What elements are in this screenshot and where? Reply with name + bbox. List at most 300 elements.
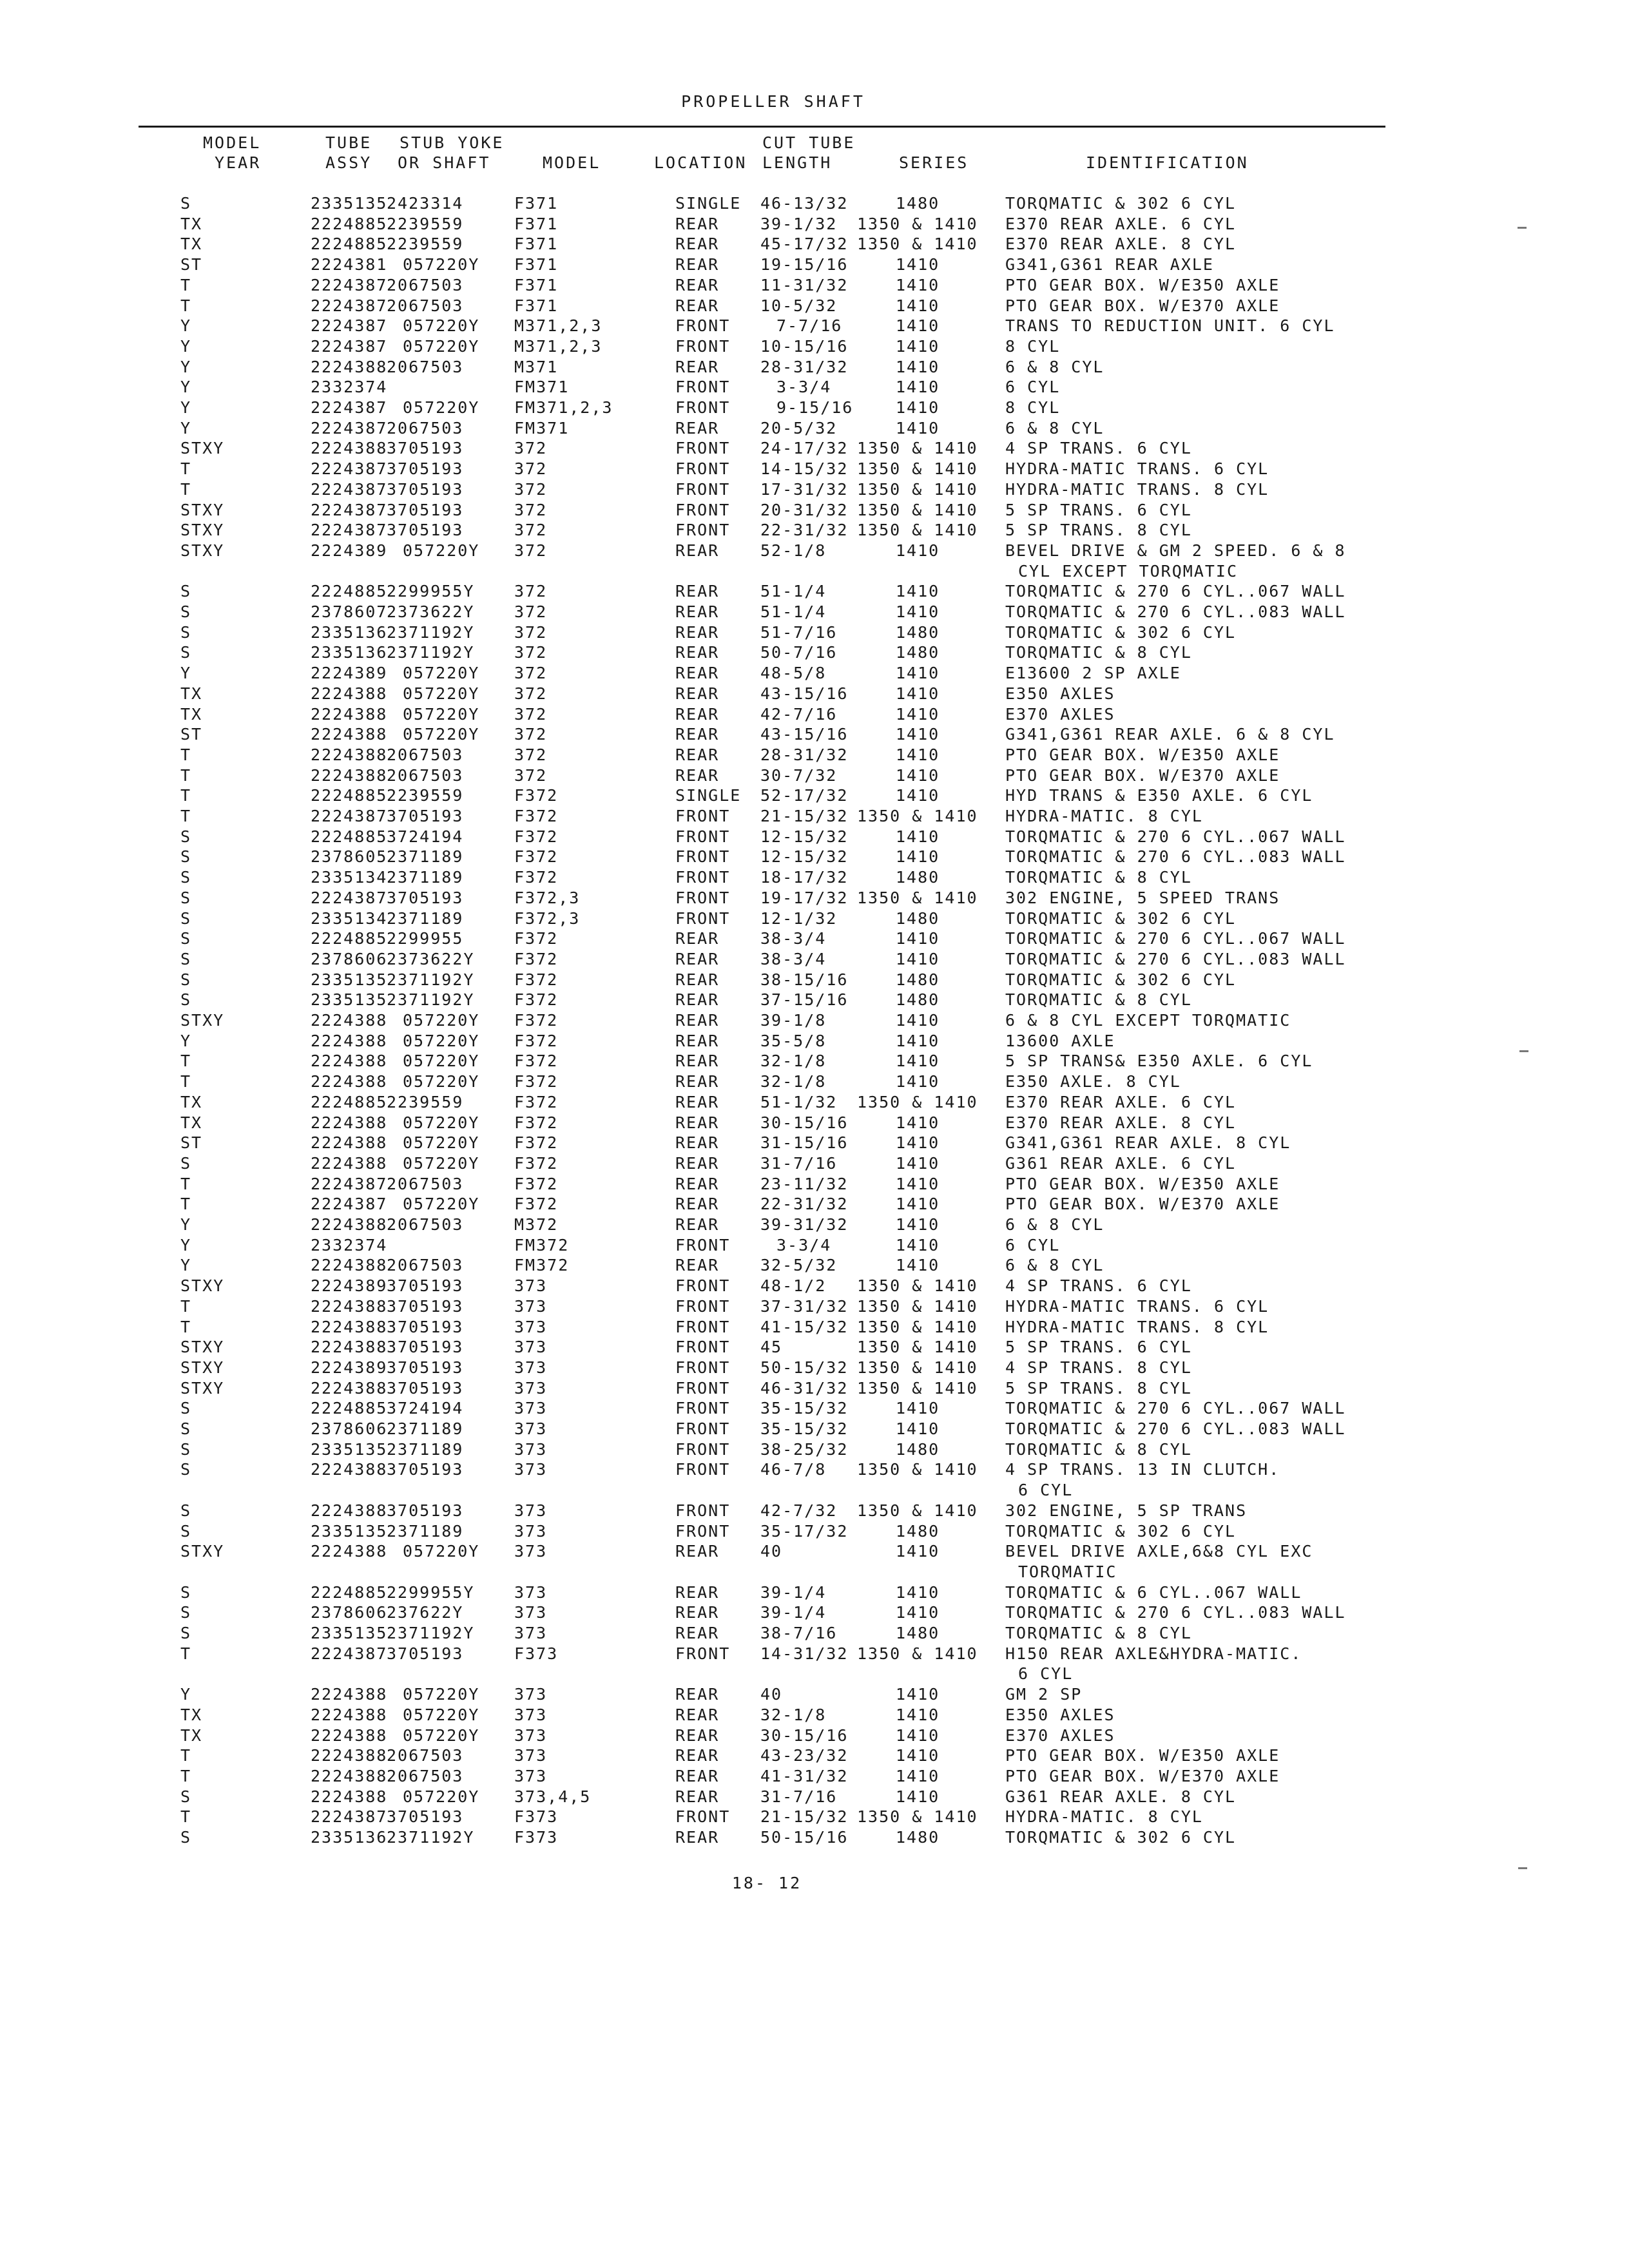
cell-model: 372 (514, 643, 548, 662)
table-row (0, 1133, 1629, 1153)
cell-identification: HYDRA-MATIC TRANS. 8 CYL (1005, 1318, 1269, 1336)
cell-location: FRONT (675, 378, 731, 396)
cell-cut-length: 14-31/32 (760, 1644, 849, 1663)
cell-model: 373 (514, 1379, 548, 1398)
cell-cut-length: 30-7/32 (760, 766, 838, 785)
cell-identification: TORQMATIC & 302 6 CYL (1005, 1522, 1237, 1541)
cell-cut-length: 9-15/16 (776, 398, 854, 417)
cell-series: 1410 (896, 1419, 940, 1438)
cell-series: 1410 (896, 1215, 940, 1234)
cell-cut-length: 17-31/32 (760, 480, 849, 499)
cell-series: 1410 (896, 1767, 940, 1785)
cell-model-year: T (180, 1746, 192, 1765)
cell-identification: 6 & 8 CYL (1005, 358, 1104, 376)
cell-model: 372 (514, 766, 548, 785)
cell-model: F371 (514, 276, 559, 294)
cell-location: REAR (675, 1706, 720, 1724)
cell-model: 373 (514, 1726, 548, 1745)
table-row (0, 1684, 1629, 1704)
cell-model: F372 (514, 827, 559, 846)
cell-stub-yoke: 2239559 (387, 786, 464, 805)
cell-location: FRONT (675, 439, 731, 457)
cell-series: 1350 & 1410 (857, 501, 978, 519)
cell-model-year: S (180, 1399, 192, 1418)
cell-series: 1410 (896, 1113, 940, 1132)
cell-cut-length: 38-25/32 (760, 1440, 849, 1459)
table-row (0, 377, 1629, 397)
cell-cut-length: 21-15/32 (760, 1807, 849, 1826)
cell-model: 372 (514, 745, 548, 764)
cell-stub-yoke: 2371192Y (387, 990, 475, 1009)
cell-cut-length: 46-7/8 (760, 1460, 827, 1479)
cell-cut-length: 43-15/16 (760, 684, 849, 703)
cell-model-year: S (180, 909, 192, 928)
cell-stub-yoke: 2067503 (387, 296, 464, 315)
cell-cut-length: 28-31/32 (760, 745, 849, 764)
cell-model-year: S (180, 889, 192, 907)
cell-tube-assy: 2335135 (311, 1624, 388, 1642)
cell-series: 1350 & 1410 (857, 1297, 978, 1316)
cell-identification: 6 CYL (1005, 378, 1061, 396)
cell-model: F372 (514, 868, 559, 887)
cell-cut-length: 48-1/2 (760, 1276, 827, 1295)
cell-model: F372 (514, 970, 559, 989)
cell-stub-yoke: 2239559 (387, 215, 464, 233)
header-identification: IDENTIFICATION (1086, 153, 1249, 172)
table-row (0, 1419, 1629, 1439)
cell-model-year: T (180, 1644, 192, 1663)
cell-model-year: S (180, 929, 192, 948)
cell-stub-yoke: 3705193 (387, 1318, 464, 1336)
cell-cut-length: 46-13/32 (760, 194, 849, 213)
table-row (0, 1459, 1629, 1479)
cell-model-year: STXY (180, 521, 225, 539)
cell-tube-assy: 2224388 (311, 766, 388, 785)
cell-stub-yoke: 2067503 (387, 1256, 464, 1274)
cell-model: F371 (514, 194, 559, 213)
cell-cut-length: 39-31/32 (760, 1215, 849, 1234)
cell-identification: PTO GEAR BOX. W/E370 AXLE (1005, 1195, 1280, 1213)
cell-cut-length: 32-1/8 (760, 1052, 827, 1070)
table-row (0, 398, 1629, 418)
cell-series: 1410 (896, 337, 940, 356)
cell-model-year: STXY (180, 1011, 225, 1030)
cell-location: REAR (675, 1583, 720, 1602)
cell-model: 373 (514, 1440, 548, 1459)
cell-model-year: TX (180, 705, 203, 724)
cell-tube-assy: 2224388 (311, 1338, 388, 1356)
cell-tube-assy: 2224885 (311, 786, 388, 805)
cell-cut-length: 21-15/32 (760, 807, 849, 825)
cell-model-year: Y (180, 316, 192, 335)
cell-model-year: S (180, 1440, 192, 1459)
cell-location: REAR (675, 1256, 720, 1274)
cell-location: REAR (675, 1685, 720, 1704)
table-row (0, 827, 1629, 847)
cell-tube-assy: 2378607 (311, 602, 388, 621)
cell-location: FRONT (675, 1644, 731, 1663)
cell-location: FRONT (675, 1807, 731, 1826)
cell-model-year: S (180, 1583, 192, 1602)
table-row (0, 541, 1629, 561)
cell-cut-length: 52-1/8 (760, 541, 827, 560)
cell-model: F371 (514, 235, 559, 253)
cell-cut-length: 50-15/16 (760, 1828, 849, 1847)
cell-stub-yoke: 2067503 (387, 1215, 464, 1234)
cell-identification: PTO GEAR BOX. W/E370 AXLE (1005, 296, 1280, 315)
cell-tube-assy: 2224388 (311, 1685, 388, 1704)
table-row (0, 1255, 1629, 1275)
table-row (0, 908, 1629, 928)
cell-location: FRONT (675, 1522, 731, 1541)
cell-stub-yoke: 2371189 (387, 909, 464, 928)
cell-series: 1410 (896, 602, 940, 621)
cell-series: 1410 (896, 1052, 940, 1070)
cell-series: 1410 (896, 1542, 940, 1561)
table-row (0, 970, 1629, 990)
cell-tube-assy: 2224387 (311, 337, 388, 356)
cell-model-year: S (180, 950, 192, 968)
cell-cut-length: 48-5/8 (760, 664, 827, 682)
cell-model-year: STXY (180, 1338, 225, 1356)
cell-identification: 6 & 8 CYL (1005, 1215, 1104, 1234)
cell-cut-length: 50-7/16 (760, 643, 838, 662)
cell-tube-assy: 2224387 (311, 296, 388, 315)
cell-cut-length: 10-15/16 (760, 337, 849, 356)
cell-model: M371 (514, 358, 559, 376)
header-location: LOCATION (654, 153, 747, 172)
cell-tube-assy: 2224387 (311, 521, 388, 539)
cell-tube-assy: 2224389 (311, 664, 388, 682)
cell-model: F371 (514, 215, 559, 233)
cell-tube-assy: 2224388 (311, 1072, 388, 1091)
cell-model-year: S (180, 827, 192, 846)
cell-model-year: S (180, 602, 192, 621)
cell-series: 1350 & 1410 (857, 1460, 978, 1479)
table-row (0, 704, 1629, 724)
cell-tube-assy: 2224885 (311, 1399, 388, 1418)
cell-stub-yoke: 057220Y (403, 1706, 480, 1724)
cell-stub-yoke: 2373622Y (387, 602, 475, 621)
cell-stub-yoke: 057220Y (403, 255, 480, 274)
cell-identification: PTO GEAR BOX. W/E350 AXLE (1005, 1746, 1280, 1765)
cell-series: 1350 & 1410 (857, 1807, 978, 1826)
cell-series: 1480 (896, 970, 940, 989)
table-row (0, 1358, 1629, 1378)
cell-cut-length: 42-7/16 (760, 705, 838, 724)
cell-location: REAR (675, 1032, 720, 1050)
cell-identification: TORQMATIC & 270 6 CYL..083 WALL (1005, 1603, 1346, 1622)
cell-tube-assy: 2224387 (311, 501, 388, 519)
cell-tube-assy: 2224885 (311, 215, 388, 233)
cell-stub-yoke: 3724194 (387, 1399, 464, 1418)
cell-series: 1410 (896, 664, 940, 682)
cell-identification: TORQMATIC & 302 6 CYL (1005, 909, 1237, 928)
cell-series: 1410 (896, 1175, 940, 1193)
cell-identification: HYDRA-MATIC. 8 CYL (1005, 807, 1203, 825)
table-row (0, 193, 1629, 213)
cell-series: 1350 & 1410 (857, 439, 978, 457)
cell-cut-length: 42-7/32 (760, 1501, 838, 1520)
cell-identification: E370 REAR AXLE. 6 CYL (1005, 1093, 1237, 1111)
cell-tube-assy: 2335135 (311, 1440, 388, 1459)
cell-model-year: S (180, 582, 192, 601)
table-row (0, 316, 1629, 336)
cell-model-year: STXY (180, 1276, 225, 1295)
cell-identification: H150 REAR AXLE&HYDRA-MATIC. (1005, 1644, 1302, 1663)
cell-identification: TRANS TO REDUCTION UNIT. 6 CYL (1005, 316, 1335, 335)
cell-tube-assy: 2224388 (311, 1726, 388, 1745)
cell-location: REAR (675, 1072, 720, 1091)
cell-identification: GM 2 SP (1005, 1685, 1083, 1704)
table-row (0, 1827, 1629, 1847)
cell-tube-assy: 2335134 (311, 909, 388, 928)
cell-stub-yoke: 3705193 (387, 1297, 464, 1316)
cell-model: 373 (514, 1338, 548, 1356)
cell-location: REAR (675, 725, 720, 744)
cell-series: 1350 & 1410 (857, 889, 978, 907)
cell-identification: HYD TRANS & E350 AXLE. 6 CYL (1005, 786, 1313, 805)
table-row (0, 1501, 1629, 1521)
cell-model-year: T (180, 459, 192, 478)
cell-model: F372 (514, 1032, 559, 1050)
table-row (0, 642, 1629, 662)
cell-series: 1480 (896, 868, 940, 887)
table-row (0, 1031, 1629, 1051)
cell-location: REAR (675, 1215, 720, 1234)
cell-tube-assy: 2224387 (311, 398, 388, 417)
cell-stub-yoke: 2067503 (387, 1746, 464, 1765)
cell-tube-assy: 2224387 (311, 1644, 388, 1663)
cell-stub-yoke: 2371189 (387, 1419, 464, 1438)
cell-model-year: TX (180, 1706, 203, 1724)
cell-model: F371 (514, 255, 559, 274)
cell-tube-assy: 2224388 (311, 1133, 388, 1152)
cell-model: 372 (514, 541, 548, 560)
cell-identification: E350 AXLES (1005, 684, 1115, 703)
cell-tube-assy: 2224387 (311, 480, 388, 499)
cell-stub-yoke: 057220Y (403, 725, 480, 744)
cell-location: FRONT (675, 1399, 731, 1418)
cell-location: REAR (675, 235, 720, 253)
cell-identification: TORQMATIC & 270 6 CYL..067 WALL (1005, 1399, 1346, 1418)
cell-location: REAR (675, 1767, 720, 1785)
cell-model-year: S (180, 1460, 192, 1479)
cell-stub-yoke: 2067503 (387, 358, 464, 376)
cell-model: F373 (514, 1807, 559, 1826)
cell-cut-length: 39-1/4 (760, 1583, 827, 1602)
cell-location: FRONT (675, 337, 731, 356)
cell-model-year: TX (180, 215, 203, 233)
cell-series: 1350 & 1410 (857, 1338, 978, 1356)
cell-identification: 13600 AXLE (1005, 1032, 1115, 1050)
cell-identification: G361 REAR AXLE. 6 CYL (1005, 1154, 1237, 1173)
cell-location: REAR (675, 1195, 720, 1213)
cell-stub-yoke: 2067503 (387, 419, 464, 437)
cell-model: 372 (514, 521, 548, 539)
cell-stub-yoke: 057220Y (403, 1133, 480, 1152)
table-row (0, 357, 1629, 377)
cell-series: 1410 (896, 929, 940, 948)
table-row (0, 1317, 1629, 1337)
cell-model-year: TX (180, 1093, 203, 1111)
cell-cut-length: 22-31/32 (760, 1195, 849, 1213)
cell-cut-length: 46-31/32 (760, 1379, 849, 1398)
table-row (0, 785, 1629, 805)
cell-model-year: Y (180, 664, 192, 682)
cell-model-year: S (180, 1154, 192, 1173)
cell-model: 373 (514, 1358, 548, 1377)
cell-cut-length: 38-15/16 (760, 970, 849, 989)
cell-model: F372 (514, 847, 559, 866)
cell-model: F372 (514, 929, 559, 948)
cell-stub-yoke: 2371192Y (387, 643, 475, 662)
cell-cut-length: 10-5/32 (760, 296, 838, 315)
cell-identification: TORQMATIC & 270 6 CYL..083 WALL (1005, 1419, 1346, 1438)
cell-cut-length: 12-15/32 (760, 827, 849, 846)
cell-location: REAR (675, 602, 720, 621)
header-stub-1: STUB YOKE (400, 133, 505, 152)
cell-tube-assy: 2224388 (311, 1787, 388, 1806)
cell-model: F372,3 (514, 909, 581, 928)
cell-model-year: T (180, 1767, 192, 1785)
cell-stub-yoke: 2371192Y (387, 1828, 475, 1847)
cell-model-year: S (180, 194, 192, 213)
table-row (0, 214, 1629, 234)
cell-tube-assy: 2224388 (311, 745, 388, 764)
cell-tube-assy: 2224381 (311, 255, 388, 274)
cell-cut-length: 37-15/16 (760, 990, 849, 1009)
cell-cut-length: 28-31/32 (760, 358, 849, 376)
cell-identification: TORQMATIC & 302 6 CYL (1005, 970, 1237, 989)
cell-series: 1480 (896, 990, 940, 1009)
cell-stub-yoke: 2373622Y (387, 950, 475, 968)
cell-model: 372 (514, 725, 548, 744)
cell-location: REAR (675, 296, 720, 315)
cell-model: 373 (514, 1583, 548, 1602)
cell-model-year: Y (180, 1256, 192, 1274)
table-row (0, 336, 1629, 356)
cell-model-year: ST (180, 255, 203, 274)
cell-model: M371,2,3 (514, 337, 602, 356)
cell-model: F372 (514, 950, 559, 968)
cell-model: F372,3 (514, 889, 581, 907)
cell-model: 373 (514, 1297, 548, 1316)
table-row (0, 1439, 1629, 1459)
cell-series: 1410 (896, 1072, 940, 1091)
cell-series: 1480 (896, 909, 940, 928)
cell-identification: E350 AXLES (1005, 1706, 1115, 1724)
cell-identification: TORQMATIC & 6 CYL..067 WALL (1005, 1583, 1302, 1602)
cell-tube-assy: 2335136 (311, 643, 388, 662)
cell-cut-length: 18-17/32 (760, 868, 849, 887)
cell-stub-yoke: 057220Y (403, 1011, 480, 1030)
cell-series: 1410 (896, 378, 940, 396)
cell-stub-yoke: 2371189 (387, 1522, 464, 1541)
cell-stub-yoke: 3705193 (387, 1501, 464, 1520)
table-row (0, 561, 1629, 581)
cell-series: 1410 (896, 419, 940, 437)
cell-location: REAR (675, 1624, 720, 1642)
cell-stub-yoke: 2371192Y (387, 623, 475, 642)
cell-model: FM372 (514, 1236, 570, 1254)
cell-tube-assy: 2332374 (311, 1236, 388, 1254)
cell-location: FRONT (675, 909, 731, 928)
cell-tube-assy: 2224387 (311, 1195, 388, 1213)
cell-cut-length: 39-1/32 (760, 215, 838, 233)
cell-stub-yoke: 057220Y (403, 1685, 480, 1704)
cell-location: REAR (675, 1113, 720, 1132)
cell-cut-length: 31-15/16 (760, 1133, 849, 1152)
cell-model-year: S (180, 1522, 192, 1541)
cell-identification: PTO GEAR BOX. W/E350 AXLE (1005, 276, 1280, 294)
cell-location: REAR (675, 1787, 720, 1806)
cell-model-year: STXY (180, 501, 225, 519)
cell-identification: 6 & 8 CYL (1005, 1256, 1104, 1274)
cell-identification: HYDRA-MATIC TRANS. 6 CYL (1005, 1297, 1269, 1316)
cell-identification: E350 AXLE. 8 CYL (1005, 1072, 1181, 1091)
cell-model-year: STXY (180, 541, 225, 560)
header-tube-2: ASSY (325, 153, 372, 172)
cell-cut-length: 22-31/32 (760, 521, 849, 539)
cell-cut-length: 51-1/32 (760, 1093, 838, 1111)
cell-cut-length: 52-17/32 (760, 786, 849, 805)
cell-identification: CYL EXCEPT TORQMATIC (1018, 562, 1239, 581)
header-series: SERIES (899, 153, 969, 172)
cell-series: 1410 (896, 766, 940, 785)
cell-series: 1350 & 1410 (857, 1358, 978, 1377)
cell-model: M371,2,3 (514, 316, 602, 335)
table-row (0, 602, 1629, 622)
cell-cut-length: 31-7/16 (760, 1787, 838, 1806)
cell-tube-assy: 2335136 (311, 1828, 388, 1847)
cell-tube-assy: 2224885 (311, 827, 388, 846)
cell-model: M372 (514, 1215, 559, 1234)
cell-stub-yoke: 2299955 (387, 929, 464, 948)
cell-model: 372 (514, 459, 548, 478)
cell-stub-yoke: 057220Y (403, 1195, 480, 1213)
cell-tube-assy: 2224387 (311, 1175, 388, 1193)
cell-model: F372 (514, 807, 559, 825)
table-row (0, 806, 1629, 826)
cell-stub-yoke: 057220Y (403, 316, 480, 335)
cell-tube-assy: 2335135 (311, 970, 388, 989)
cell-model: 372 (514, 684, 548, 703)
cell-cut-length: 41-15/32 (760, 1318, 849, 1336)
cell-location: FRONT (675, 1379, 731, 1398)
cell-location: REAR (675, 1011, 720, 1030)
table-row (0, 1521, 1629, 1541)
cell-identification: PTO GEAR BOX. W/E350 AXLE (1005, 1175, 1280, 1193)
cell-model: 373 (514, 1318, 548, 1336)
cell-location: REAR (675, 745, 720, 764)
cell-location: FRONT (675, 398, 731, 417)
cell-tube-assy: 2224388 (311, 1746, 388, 1765)
cell-location: REAR (675, 1726, 720, 1745)
cell-location: REAR (675, 215, 720, 233)
cell-identification: 5 SP TRANS& E350 AXLE. 6 CYL (1005, 1052, 1313, 1070)
cell-tube-assy: 2224388 (311, 1542, 388, 1561)
table-row (0, 1378, 1629, 1398)
cell-stub-yoke: 3705193 (387, 480, 464, 499)
cell-cut-length: 40 (760, 1685, 783, 1704)
cell-model: 373 (514, 1399, 548, 1418)
cell-model: F372 (514, 1133, 559, 1152)
cell-identification: 4 SP TRANS. 8 CYL (1005, 1358, 1192, 1377)
cell-model-year: Y (180, 398, 192, 417)
cell-cut-length: 38-3/4 (760, 950, 827, 968)
cell-model-year: S (180, 1828, 192, 1847)
